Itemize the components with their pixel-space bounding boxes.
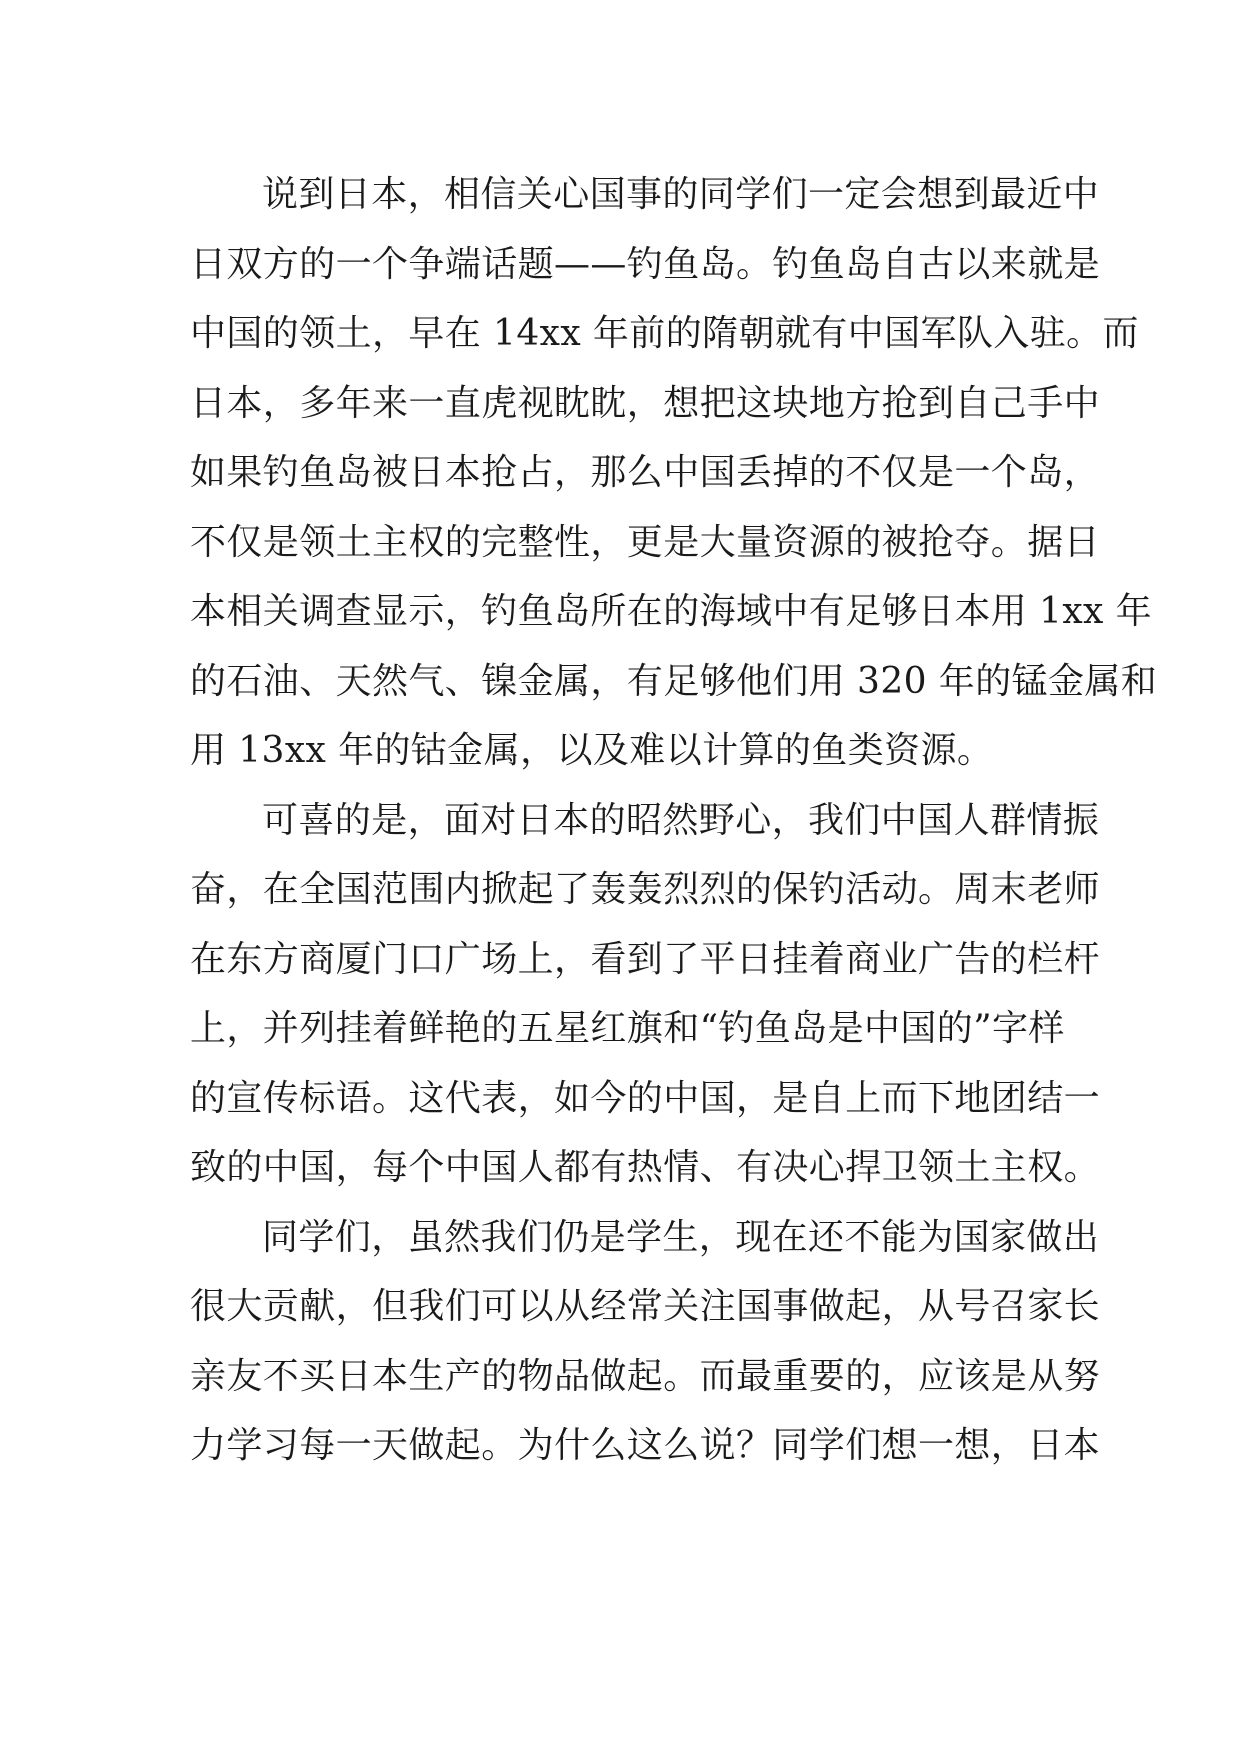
paragraph-line: 奋，在全国范围内掀起了轰轰烈烈的保钓活动。周末老师 <box>190 869 1101 910</box>
document-body <box>190 160 1158 1481</box>
paragraph-line: 不仅是领土主权的完整性，更是大量资源的被抢夺。据日 <box>190 521 1101 563</box>
paragraph-line: 用 13xx 年的钴金属，以及难以计算的鱼类资源。 <box>190 730 994 771</box>
paragraph-3 <box>190 1203 1101 1481</box>
paragraph-line: 上，并列挂着鲜艳的五星红旗和“钓鱼岛是中国的”字样 <box>190 1008 1065 1049</box>
paragraph-2 <box>190 786 1101 1203</box>
paragraph-line: 亲友不买日本生产的物品做起。而最重要的，应该是从努 <box>190 1355 1101 1397</box>
paragraph-line: 很大贡献，但我们可以从经常关注国事做起，从号召家长 <box>190 1286 1101 1327</box>
paragraph-line: 本相关调查显示，钓鱼岛所在的海域中有足够日本用 1xx 年 <box>190 591 1152 632</box>
paragraph-line: 中国的领土，早在 14xx 年前的隋朝就有中国军队入驻。而 <box>190 313 1139 354</box>
paragraph-line: 的宣传标语。这代表，如今的中国，是自上而下地团结一 <box>190 1077 1101 1119</box>
paragraph-line: 在东方商厦门口广场上，看到了平日挂着商业广告的栏杆 <box>190 938 1101 980</box>
paragraph-line: 日双方的一个争端话题——钓鱼岛。钓鱼岛自古以来就是 <box>190 243 1101 285</box>
paragraph-line: 说到日本，相信关心国事的同学们一定会想到最近中 <box>262 174 1100 215</box>
paragraph-line: 如果钓鱼岛被日本抢占，那么中国丢掉的不仅是一个岛， <box>190 452 1101 493</box>
paragraph-line: 同学们，虽然我们仍是学生，现在还不能为国家做出 <box>262 1216 1100 1258</box>
paragraph-1 <box>190 160 1158 786</box>
paragraph-line: 的石油、天然气、镍金属，有足够他们用 320 年的锰金属和 <box>190 660 1158 702</box>
paragraph-line: 日本，多年来一直虎视眈眈，想把这块地方抢到自己手中 <box>190 382 1101 424</box>
paragraph-line: 致的中国，每个中国人都有热情、有决心捍卫领土主权。 <box>190 1147 1101 1188</box>
paragraph-line: 可喜的是，面对日本的昭然野心，我们中国人群情振 <box>262 799 1100 841</box>
paragraph-line: 力学习每一天做起。为什么这么说？同学们想一想，日本 <box>190 1425 1101 1466</box>
